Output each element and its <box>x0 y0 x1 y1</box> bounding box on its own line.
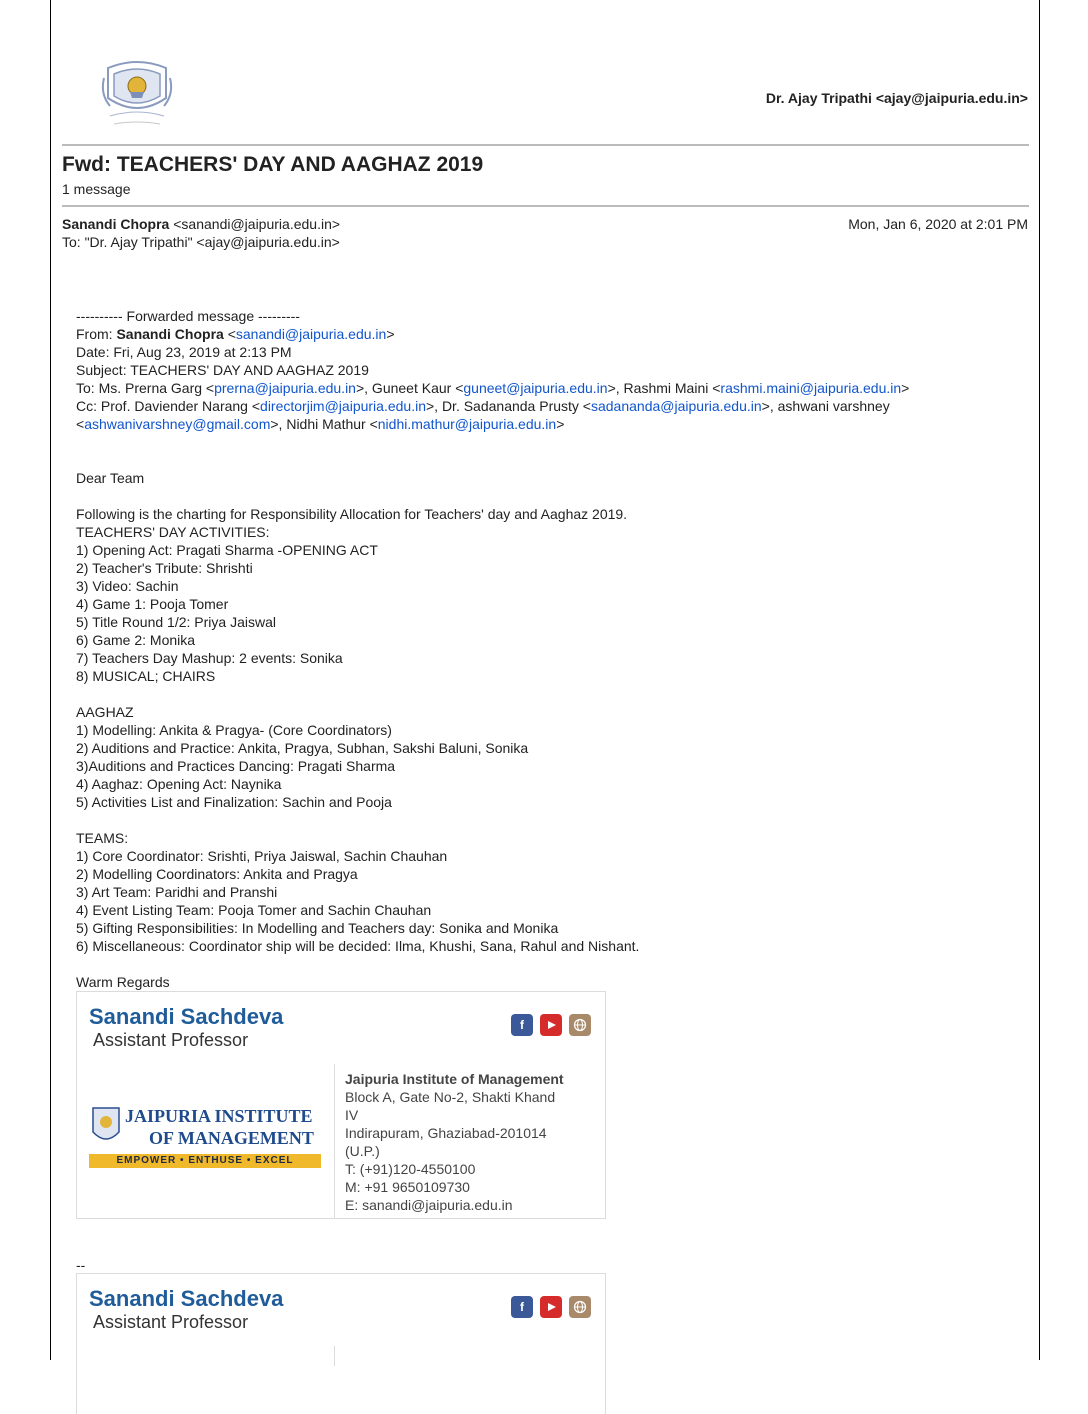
forward-cc-label: Cc: Prof. Daviender Narang < <box>76 398 261 414</box>
address-line: Block A, Gate No-2, Shakti Khand <box>345 1089 556 1105</box>
phone-line: T: (+91)120-4550100 <box>345 1161 476 1177</box>
to-separator: > <box>901 380 910 396</box>
cc-email-link[interactable]: nidhi.mathur@jaipuria.edu.in <box>377 416 557 432</box>
teams-heading: TEAMS: <box>76 830 129 846</box>
list-item: 1) Core Coordinator: Srishti, Priya Jaiswal, Sachin Chauhan <box>76 848 448 864</box>
cc-email-link[interactable]: sadananda@jaipuria.edu.in <box>590 398 762 414</box>
signature-divider <box>334 1346 335 1366</box>
institute-crest-logo <box>100 58 174 134</box>
cc-separator: >, ashwani varshney <box>761 398 890 414</box>
cc-separator: >, Dr. Sadananda Prusty < <box>425 398 591 414</box>
forward-from-name: Sanandi Chopra <box>116 326 224 342</box>
list-item: 8) MUSICAL; CHAIRS <box>76 668 216 684</box>
to-email-link[interactable]: rashmi.maini@jaipuria.edu.in <box>720 380 902 396</box>
list-item: 4) Event Listing Team: Pooja Tomer and Sachin Chauhan <box>76 902 432 918</box>
greeting: Dear Team <box>76 470 145 486</box>
list-item: 7) Teachers Day Mashup: 2 events: Sonika <box>76 650 343 666</box>
from-name: Sanandi Chopra <box>62 216 170 232</box>
forward-to-label: To: Ms. Prerna Garg < <box>76 380 215 396</box>
youtube-icon[interactable] <box>540 1296 562 1318</box>
mobile-line: M: +91 9650109730 <box>345 1179 470 1195</box>
signature-name: Sanandi Sachdeva <box>89 1286 284 1311</box>
signature-divider <box>334 1064 335 1218</box>
address-line: Indirapuram, Ghaziabad-201014 <box>345 1125 547 1141</box>
list-item: 6) Miscellaneous: Coordinator ship will be decided: Ilma, Khushi, Sana, Rahul and Nishant. <box>76 938 640 954</box>
address-line: (U.P.) <box>345 1143 380 1159</box>
list-item: 4) Game 1: Pooja Tomer <box>76 596 229 612</box>
list-item: 5) Activities List and Finalization: Sachin and Pooja <box>76 794 392 810</box>
list-item: 3) Art Team: Paridhi and Pranshi <box>76 884 278 900</box>
globe-icon[interactable] <box>569 1014 591 1036</box>
facebook-icon[interactable]: f <box>511 1296 533 1318</box>
list-item: 2) Modelling Coordinators: Ankita and Pragya <box>76 866 358 882</box>
teachers-heading: TEACHERS' DAY ACTIVITIES: <box>76 524 270 540</box>
list-item: 1) Opening Act: Pragati Sharma -OPENING ACT <box>76 542 378 558</box>
thread-subject: Fwd: TEACHERS' DAY AND AAGHAZ 2019 <box>62 153 484 176</box>
forward-to <box>76 379 1026 397</box>
signature-separator: -- <box>76 1257 86 1273</box>
forward-subject: Subject: TEACHERS' DAY AND AAGHAZ 2019 <box>76 362 369 378</box>
to-separator: >, Guneet Kaur < <box>355 380 464 396</box>
message-body <box>76 307 1026 991</box>
org-name: Jaipuria Institute of Management <box>345 1071 564 1087</box>
closing: Warm Regards <box>76 974 170 990</box>
list-item: 5) Title Round 1/2: Priya Jaiswal <box>76 614 276 630</box>
signature-card <box>76 991 606 1219</box>
list-item: 3) Video: Sachin <box>76 578 179 594</box>
logo-line-2: OF MANAGEMENT <box>149 1128 314 1148</box>
signature-role: Assistant Professor <box>93 1030 249 1050</box>
list-item: 2) Teacher's Tribute: Shrishti <box>76 560 253 576</box>
header-rule <box>62 144 1029 146</box>
forward-date: Date: Fri, Aug 23, 2019 at 2:13 PM <box>76 344 292 360</box>
message-count: 1 message <box>62 181 131 197</box>
cc-separator: >, Nidhi Mathur < <box>270 416 378 432</box>
account-header: Dr. Ajay Tripathi <ajay@jaipuria.edu.in> <box>765 90 1028 106</box>
to-email-link[interactable]: guneet@jaipuria.edu.in <box>463 380 608 396</box>
logo-line-1: JAIPURIA INSTITUTE <box>125 1106 313 1126</box>
forward-from-label: From: <box>76 326 117 342</box>
signature-role: Assistant Professor <box>93 1312 249 1332</box>
thread-rule <box>62 205 1029 207</box>
facebook-icon[interactable]: f <box>511 1014 533 1036</box>
list-item: 3)Auditions and Practices Dancing: Pragati Sharma <box>76 758 396 774</box>
message-date: Mon, Jan 6, 2020 at 2:01 PM <box>848 216 1028 232</box>
jaipuria-logo <box>89 1104 325 1174</box>
forward-from-email-link[interactable]: sanandi@jaipuria.edu.in <box>235 326 387 342</box>
list-item: 5) Gifting Responsibilities: In Modelling and Teachers day: Sonika and Monika <box>76 920 559 936</box>
message-from <box>62 216 340 232</box>
signature-address <box>345 1070 600 1214</box>
list-item: 6) Game 2: Monika <box>76 632 196 648</box>
youtube-icon[interactable] <box>540 1014 562 1036</box>
signature-card <box>76 1273 606 1414</box>
forward-cc <box>76 397 1026 415</box>
email-line: E: sanandi@jaipuria.edu.in <box>345 1197 513 1213</box>
to-separator: >, Rashmi Maini < <box>607 380 721 396</box>
signature-name: Sanandi Sachdeva <box>89 1004 284 1029</box>
page-border-left <box>50 0 51 1360</box>
globe-icon[interactable] <box>569 1296 591 1318</box>
message-to: To: "Dr. Ajay Tripathi" <ajay@jaipuria.edu.in> <box>62 234 340 250</box>
list-item: 4) Aaghaz: Opening Act: Naynika <box>76 776 282 792</box>
page-border-right <box>1039 0 1040 1360</box>
cc-email-link[interactable]: directorjim@jaipuria.edu.in <box>260 398 426 414</box>
cc-email-link[interactable]: ashwanivarshney@gmail.com <box>84 416 271 432</box>
address-line: IV <box>345 1107 359 1123</box>
from-email: <sanandi@jaipuria.edu.in> <box>169 216 341 232</box>
forward-from: From: Sanandi Chopra <sanandi@jaipuria.edu.in> <box>76 326 395 342</box>
cc-separator: < <box>76 416 85 432</box>
list-item: 2) Auditions and Practice: Ankita, Pragya, Subhan, Sakshi Baluni, Sonika <box>76 740 529 756</box>
forward-cc-continued <box>76 415 1026 433</box>
logo-tagline: EMPOWER • ENTHUSE • EXCEL <box>116 1155 294 1166</box>
to-email-link[interactable]: prerna@jaipuria.edu.in <box>214 380 356 396</box>
cc-separator: > <box>556 416 565 432</box>
list-item: 1) Modelling: Ankita & Pragya- (Core Coordinators) <box>76 722 392 738</box>
aaghaz-heading: AAGHAZ <box>76 704 134 720</box>
forward-banner: ---------- Forwarded message --------- <box>76 308 300 324</box>
intro-text: Following is the charting for Responsibility Allocation for Teachers' day and Aaghaz 2019. <box>76 506 628 522</box>
